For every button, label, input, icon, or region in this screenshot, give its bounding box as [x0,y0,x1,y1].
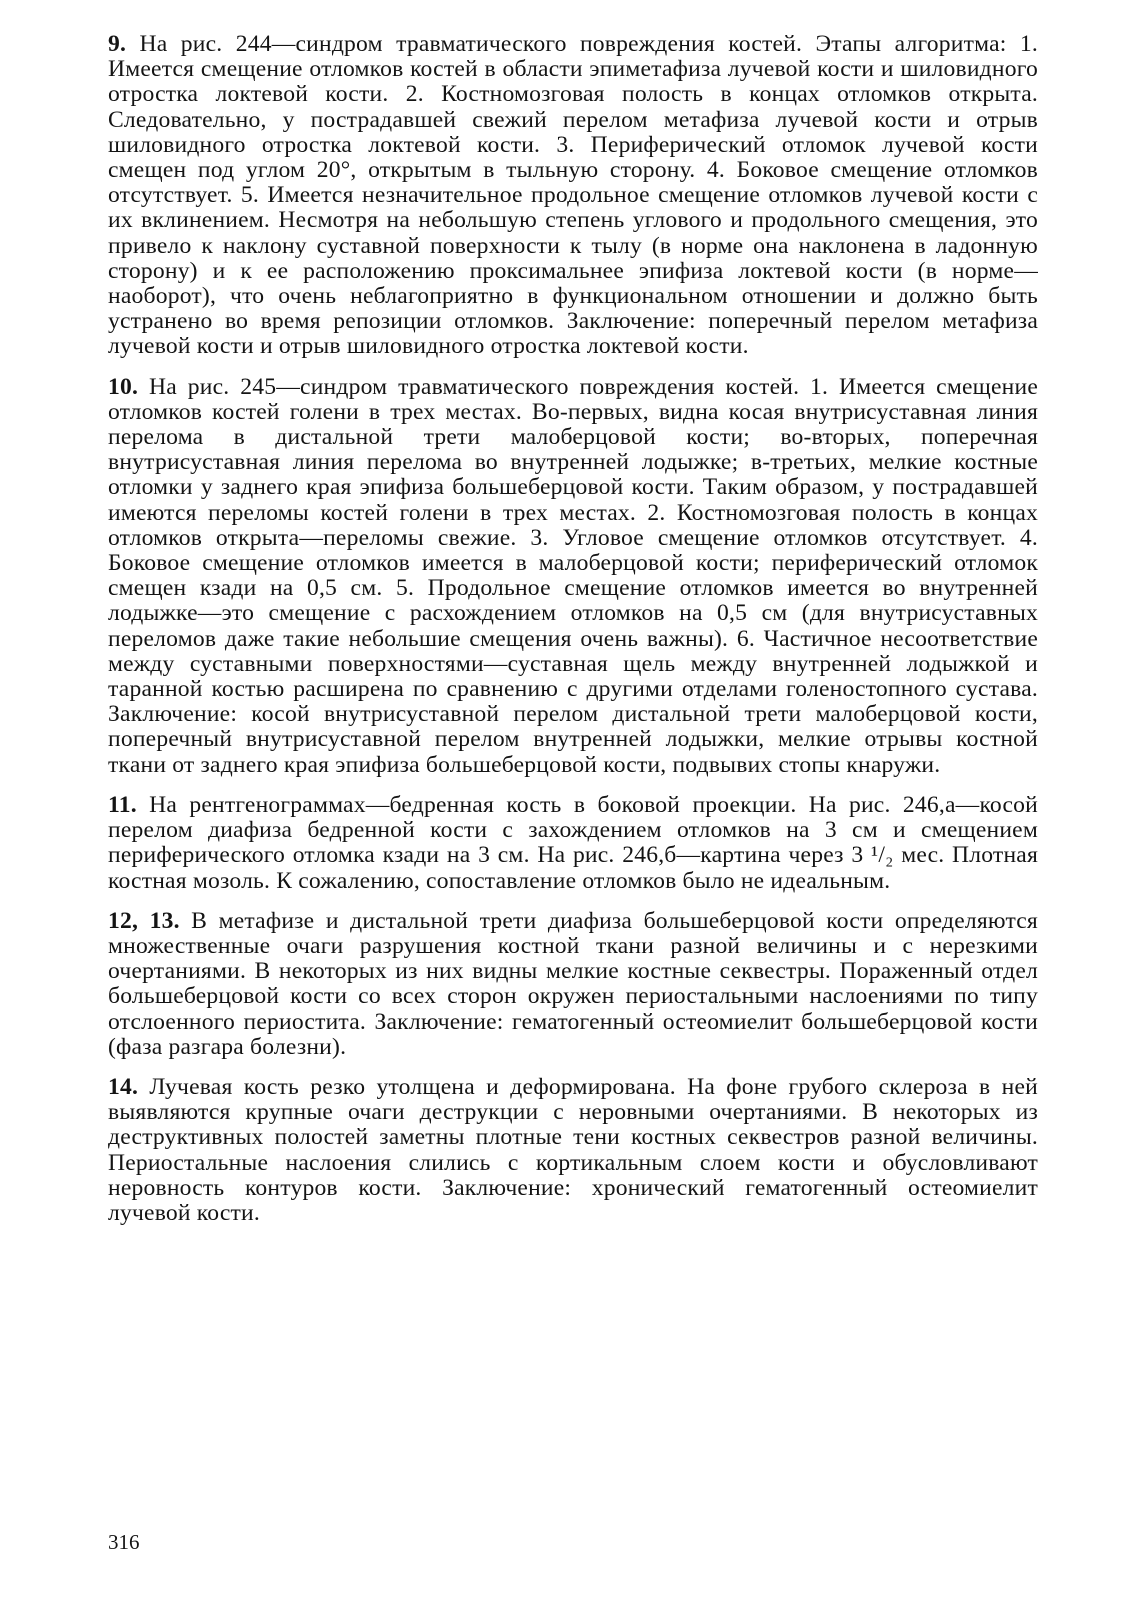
answer-text: Лучевая кость резко утолщена и деформирована. На фоне грубого склероза в ней выявляются крупные очаги деструкции с неровными очертаниями. В некоторых из деструктивных полостей заметны плотные тени костных секвестров разной величины. Периостальные наслоения слились с кортикальным слоем кости и обусловливают неровность контуров кости. Заключение: хронический гематогенный остеомиелит лучевой кости. [108,1073,1038,1226]
paragraph-answer-11 [108,793,1038,894]
answer-number: 11. [108,791,137,818]
paragraph-answer-12-13 [108,909,1038,1060]
answer-number: 10. [108,373,139,400]
answer-text: На рис. 245—синдром травматического повреждения костей. 1. Имеется смещение отломков костей голени в трех местах. Во-первых, видна косая внутрисуставная линия перелома в дистальной трети малоберцовой кости; во-вторых, поперечная внутрисуставная линия перелома во внутренней лодыжке; в-третьих, мелкие костные отломки у заднего края эпифиза большеберцовой кости. Таким образом, у пострадавшей имеются переломы костей голени в трех местах. 2. Костномозговая полость в концах отломков открыта—переломы свежие. 3. Угловое смещение отломков отсутствует. 4. Боковое смещение отломков имеется в малоберцовой кости; периферический отломок смещен кзади на 0,5 см. 5. Продольное смещение отломков имеется во внутренней лодыжке—это смещение с расхождением отломков на 0,5 см (для внутрисуставных переломов даже такие небольшие смещения очень важны). 6. Частичное несоответствие между суставными поверхностями—суставная щель между внутренней лодыжкой и таранной костью расширена по сравнению с другими отделами голеностопного сустава. Заключение: косой внутрисуставной перелом дистальной трети малоберцовой кости, поперечный внутрисуставной перелом внутренней лодыжки, мелкие отрывы костной ткани от заднего края эпифиза большеберцовой кости, подвывих стопы кнаружи. [108,373,1038,778]
paragraph-answer-10 [108,375,1038,778]
page-body [108,32,1038,1241]
answer-text: В метафизе и дистальной трети диафиза большеберцовой кости определяются множественные очаги разрушения костной ткани разной величины и с нерезкими очертаниями. В некоторых из них видны мелкие костные секвестры. Пораженный отдел большеберцовой кости со всех сторон окружен периостальными наслоениями по типу отслоенного периостита. Заключение: гематогенный остеомиелит большеберцовой кости (фаза разгара болезни). [108,907,1038,1060]
answer-text: На рентгенограммах—бедренная кость в боковой проекции. На рис. 246,а—косой перелом диафиза бедренной кости с захождением отломков на 3 см и смещением периферического отломка кзади на 3 см. На рис. 246,б—картина через 3 ¹/₂ мес. Плотная костная мозоль. К сожалению, сопоставление отломков было не идеальным. [108,791,1038,894]
page-number: 316 [108,1530,140,1554]
paragraph-answer-9 [108,32,1038,360]
answer-number: 9. [108,31,127,57]
answer-text: На рис. 244—синдром травматического повреждения костей. Этапы алгоритма: 1. Имеется смещение отломков костей в области эпиметафиза лучевой кости и шиловидного отростка локтевой кости. 2. Костномозговая полость в концах отломков открыта. Следовательно, у пострадавшей свежий перелом метафиза лучевой кости и отрыв шиловидного отростка локтевой кости. 3. Периферический отломок лучевой кости смещен под углом 20°, открытым в тыльную сторону. 4. Боковое смещение отломков отсутствует. 5. Имеется незначительное продольное смещение отломков лучевой кости с их вклинением. Несмотря на небольшую степень углового и продольного смещения, это привело к наклону суставной поверхности к тылу (в норме она наклонена в ладонную сторону) и к ее расположению проксимальнее эпифиза локтевой кости (в норме—наоборот), что очень неблагоприятно в функциональном отношении и должно быть устранено во время репозиции отломков. Заключение: поперечный перелом метафиза лучевой кости и отрыв шиловидного отростка локтевой кости. [108,31,1038,360]
paragraph-answer-14 [108,1075,1038,1226]
answer-number: 12, 13. [108,907,180,934]
answer-number: 14. [108,1073,139,1100]
